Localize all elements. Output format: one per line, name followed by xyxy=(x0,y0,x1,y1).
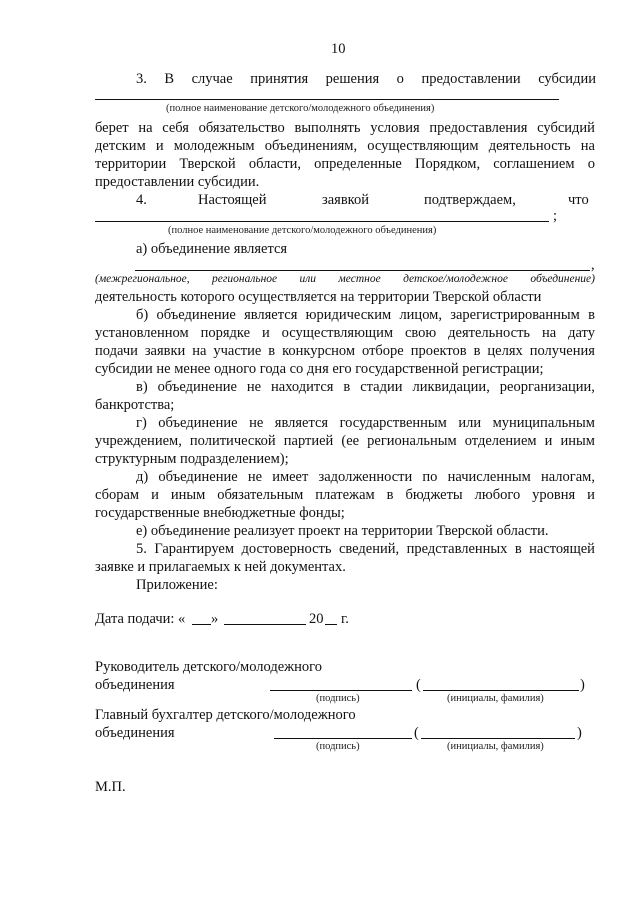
item4-caption: (полное наименование детского/молодежного объединения) xyxy=(168,225,437,236)
item4-d-line3: государственные внебюджетные фонды; xyxy=(95,505,345,521)
signature2-role-line1: Главный бухгалтер детского/молодежного xyxy=(95,707,356,723)
item4-v-line2: банкротства; xyxy=(95,397,175,413)
signature1-sign-blank xyxy=(270,690,412,691)
item4-g-line3: структурным подразделением); xyxy=(95,451,289,467)
item4-a-tail: деятельность которого осуществляется на территории Тверской области xyxy=(95,289,542,305)
item4-g-line2: учреждением, политической партией (ее региональным отделением и иным xyxy=(95,433,595,449)
item4-a-blank xyxy=(135,270,590,271)
submission-year-prefix: 20 xyxy=(309,611,324,627)
item4-a-comma: , xyxy=(591,257,595,273)
item4-word-3: заявкой xyxy=(322,192,369,208)
signature1-sign-caption: (подпись) xyxy=(316,693,360,704)
item3-text-line4: предоставлении субсидии. xyxy=(95,174,260,190)
signature1-open-paren: ( xyxy=(416,677,421,693)
item4-word-1: 4. xyxy=(136,192,147,208)
signature2-sign-caption: (подпись) xyxy=(316,741,360,752)
signature1-role-line2: объединения xyxy=(95,677,175,693)
signature2-sign-blank xyxy=(274,738,412,739)
item4-v-line1: в) объединение не находится в стадии ликвидации, реорганизации, xyxy=(136,379,595,395)
submission-day-blank xyxy=(192,624,211,625)
item4-b-line2: установленном порядке и осуществляющим свою деятельность на дату xyxy=(95,325,595,341)
signature1-close-paren: ) xyxy=(580,677,585,693)
item4-b-line3: подачи заявки на участие в конкурсном отборе проектов в целях получения xyxy=(95,343,595,359)
submission-year-blank xyxy=(325,624,337,625)
item4-d-line1: д) объединение не имеет задолженности по начисленным налогам, xyxy=(136,469,595,485)
submission-label: Дата подачи: « xyxy=(95,611,186,627)
item3-line1: 3. В случае принятия решения о предоставлении субсидии xyxy=(136,71,596,87)
item4-b-line4: субсидии не менее одного года со дня его государственной регистрации; xyxy=(95,361,544,377)
attachment-label: Приложение: xyxy=(136,577,218,593)
signature2-name-blank xyxy=(421,738,575,739)
stamp-place: М.П. xyxy=(95,779,126,795)
submission-close-quote: » xyxy=(211,611,219,627)
item3-caption: (полное наименование детского/молодежного объединения) xyxy=(166,103,435,114)
item4-d-line2: сборам и иным обязательным платежам в бюджеты любого уровня и xyxy=(95,487,595,503)
item4-e-line: е) объединение реализует проект на территории Тверской области. xyxy=(136,523,549,539)
signature1-name-caption: (инициалы, фамилия) xyxy=(447,693,544,704)
item4-org-blank xyxy=(95,221,549,222)
signature2-open-paren: ( xyxy=(414,725,419,741)
item5-line2: заявке и прилагаемых к ней документах. xyxy=(95,559,346,575)
item5-line1: 5. Гарантируем достоверность сведений, представленных в настоящей xyxy=(136,541,595,557)
item4-word-2: Настоящей xyxy=(198,192,267,208)
item4-b-line1: б) объединение является юридическим лицом, зарегистрированным в xyxy=(136,307,595,323)
signature2-close-paren: ) xyxy=(577,725,582,741)
item3-org-blank xyxy=(95,99,559,100)
signature1-name-blank xyxy=(423,690,579,691)
submission-year-suffix: г. xyxy=(341,611,349,627)
item3-text-line1: берет на себя обязательство выполнять условия предоставления субсидий xyxy=(95,120,595,136)
item4-a-label: а) объединение является xyxy=(136,241,288,257)
signature2-role-line2: объединения xyxy=(95,725,175,741)
item4-semicolon: ; xyxy=(553,208,558,224)
item3-text-line3: территории Тверской области, определенные Порядком, соглашением о xyxy=(95,156,595,172)
item4-a-caption: (межрегиональное, региональное или местное детское/молодежное объединение) xyxy=(95,273,595,285)
item4-word-4: подтверждаем, xyxy=(424,192,516,208)
signature1-role-line1: Руководитель детского/молодежного xyxy=(95,659,323,675)
item4-g-line1: г) объединение не является государственным или муниципальным xyxy=(136,415,595,431)
item3-text-line2: детским и молодежным объединениям, осуществляющим деятельность на xyxy=(95,138,595,154)
item4-word-5: что xyxy=(568,192,589,208)
page-number: 10 xyxy=(331,41,346,57)
submission-month-blank xyxy=(224,624,306,625)
signature2-name-caption: (инициалы, фамилия) xyxy=(447,741,544,752)
